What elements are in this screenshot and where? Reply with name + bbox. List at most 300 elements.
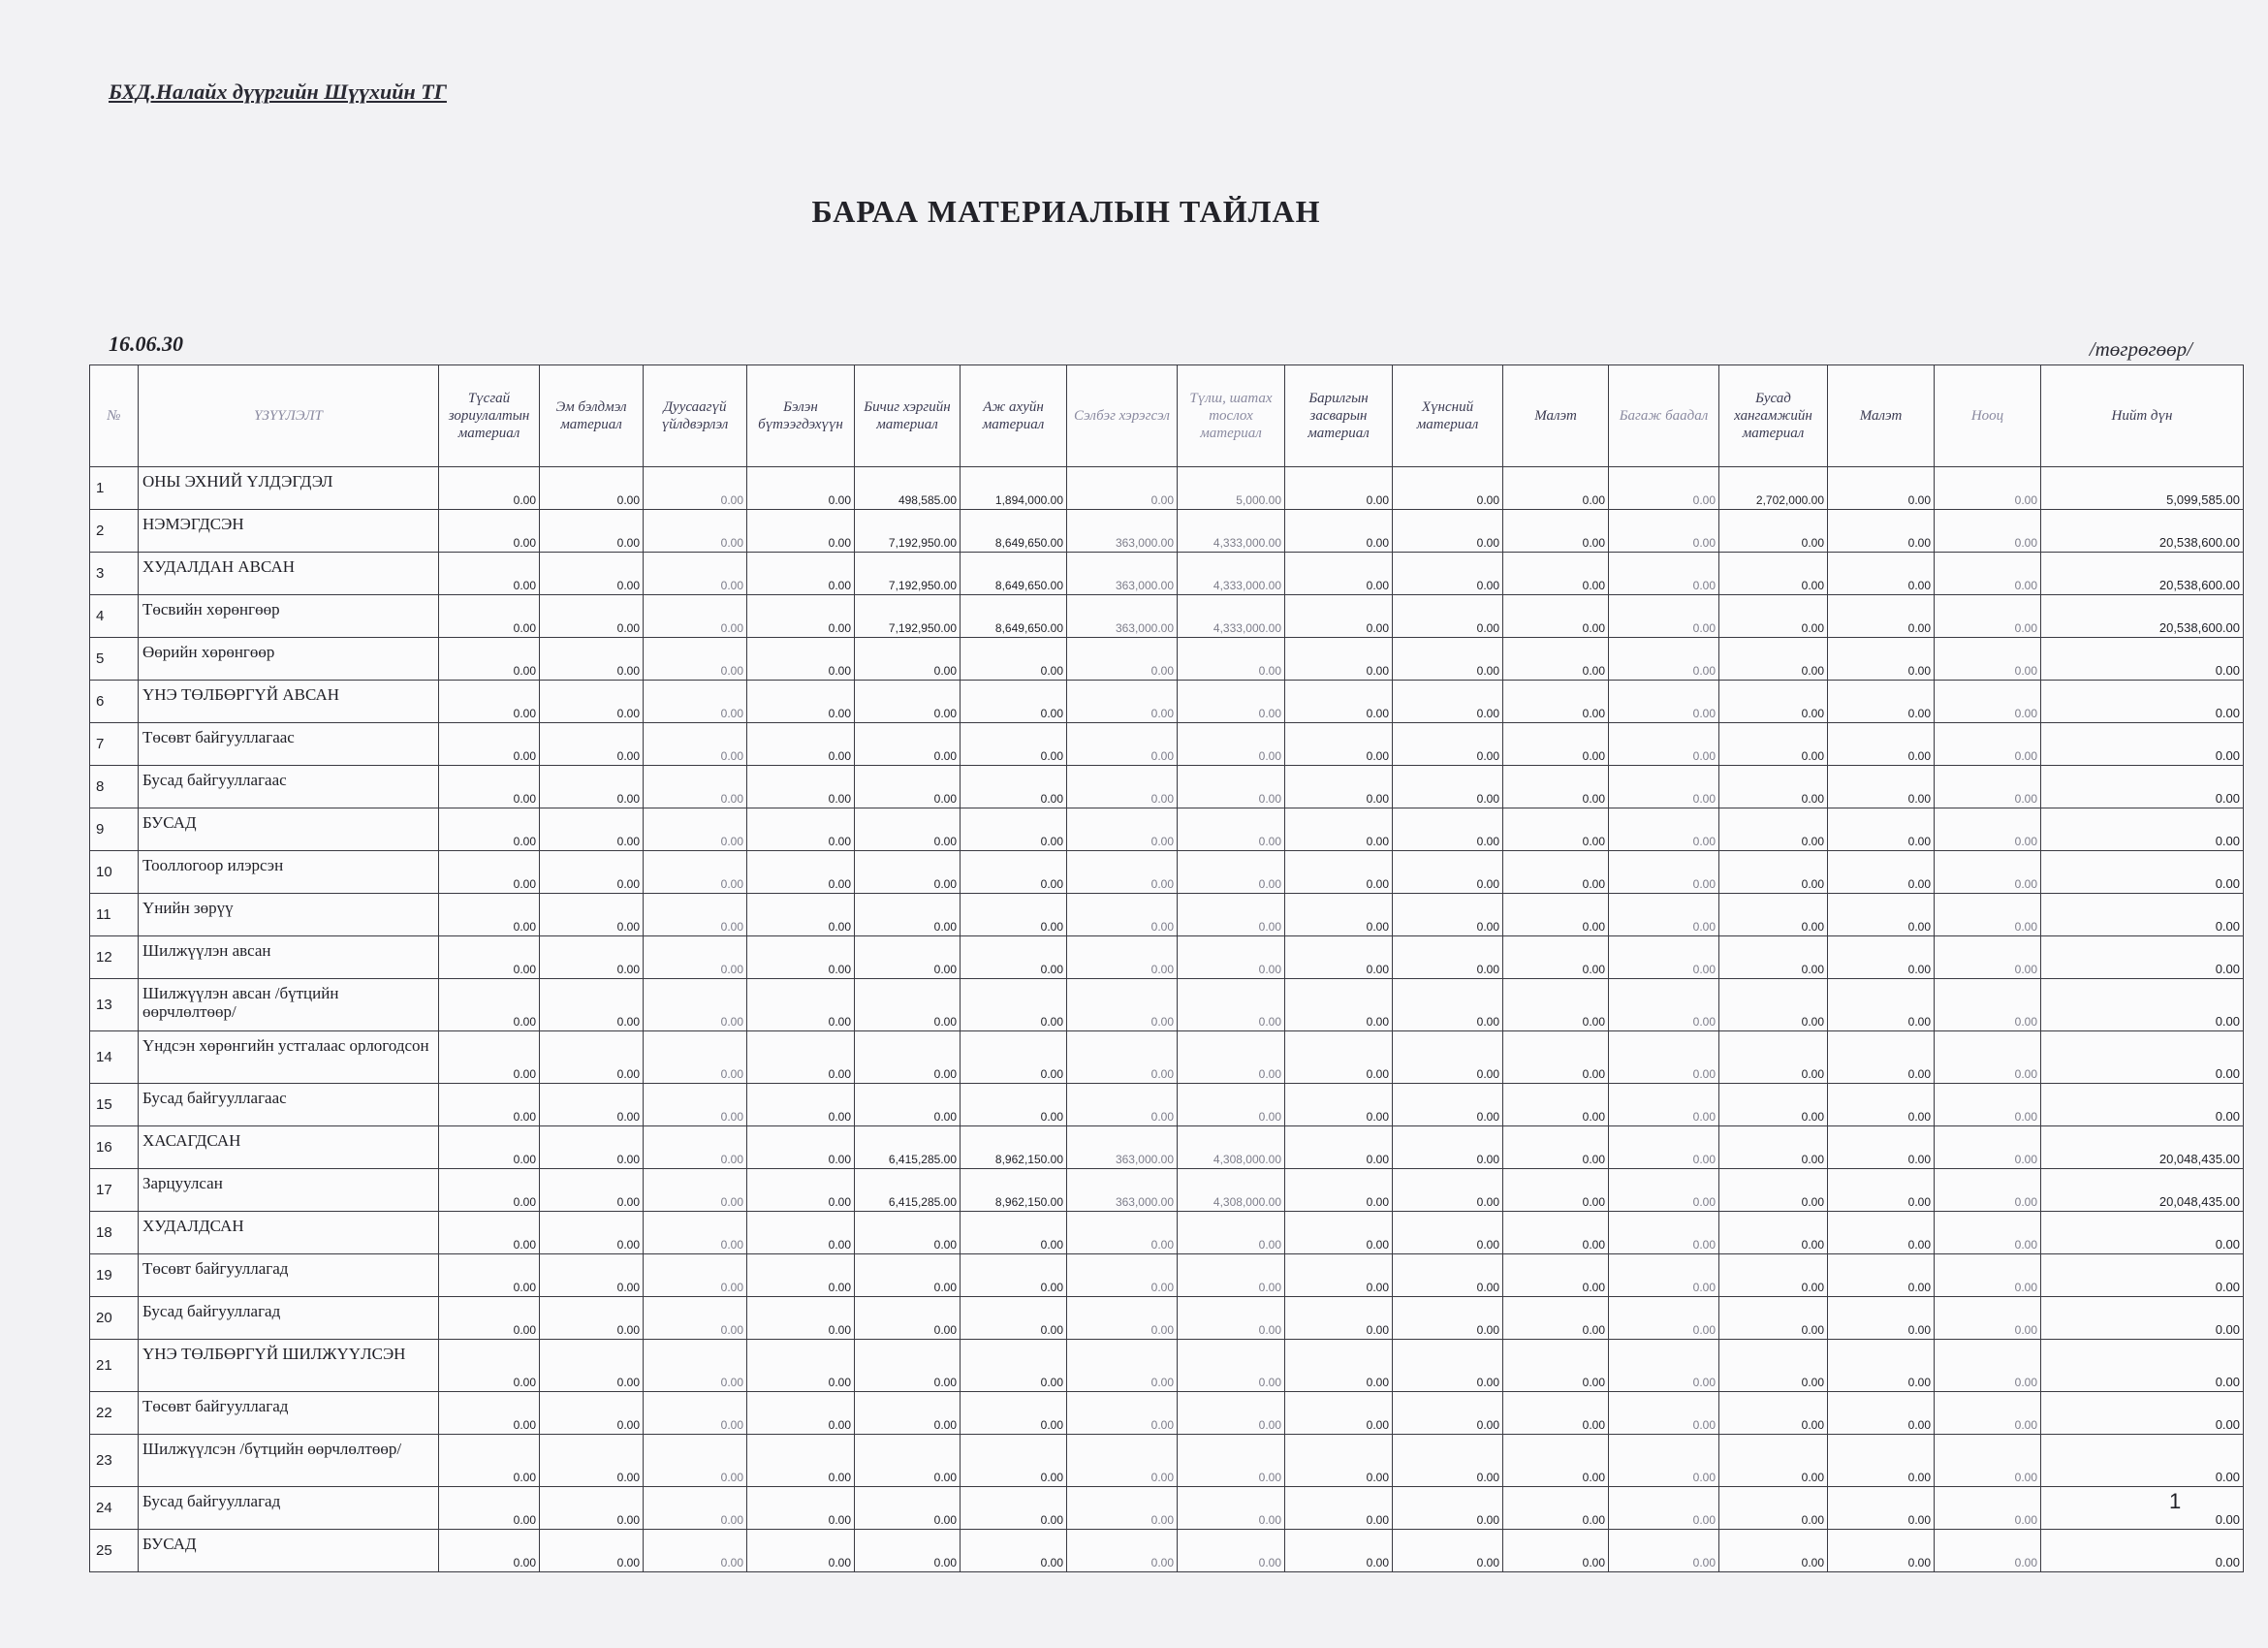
- value-cell: 0.00: [1935, 723, 2041, 766]
- value-cell: 0.00: [1067, 1530, 1178, 1572]
- value-cell: 0.00: [1285, 1126, 1393, 1169]
- row-number: 20: [90, 1297, 139, 1340]
- value-cell: 0.00: [747, 1169, 855, 1212]
- value-cell: 0.00: [540, 766, 644, 808]
- table-row: [90, 1392, 2244, 1435]
- value-cell: 4,333,000.00: [1178, 553, 1285, 595]
- header-finished-product: Бэлэн бүтээгдэхүүн: [747, 365, 855, 467]
- value-cell: 0.00: [540, 510, 644, 553]
- table-row: [90, 723, 2244, 766]
- value-cell: 8,649,650.00: [961, 510, 1067, 553]
- row-indicator-name: Төсөвт байгууллагад: [139, 1392, 439, 1435]
- value-cell: 0.00: [1719, 1392, 1828, 1435]
- value-cell: 0.00: [439, 1340, 540, 1392]
- row-indicator-name: ХАСАГДСАН: [139, 1126, 439, 1169]
- value-cell: 363,000.00: [1067, 1169, 1178, 1212]
- value-cell: 0.00: [961, 766, 1067, 808]
- row-number: 13: [90, 979, 139, 1031]
- row-total-cell: 0.00: [2041, 1530, 2244, 1572]
- value-cell: 0.00: [1178, 1487, 1285, 1530]
- table-row: [90, 510, 2244, 553]
- row-number: 9: [90, 808, 139, 851]
- value-cell: 0.00: [540, 808, 644, 851]
- table-row: [90, 1169, 2244, 1212]
- row-total-cell: 0.00: [2041, 936, 2244, 979]
- value-cell: 0.00: [1935, 638, 2041, 681]
- value-cell: 0.00: [1393, 1254, 1503, 1297]
- value-cell: 0.00: [1285, 1392, 1393, 1435]
- value-cell: 0.00: [439, 638, 540, 681]
- value-cell: 0.00: [1935, 851, 2041, 894]
- value-cell: 0.00: [644, 1031, 747, 1084]
- value-cell: 0.00: [439, 681, 540, 723]
- value-cell: 0.00: [540, 1530, 644, 1572]
- value-cell: 0.00: [540, 595, 644, 638]
- value-cell: 0.00: [1609, 595, 1719, 638]
- value-cell: 0.00: [1503, 595, 1609, 638]
- value-cell: 6,415,285.00: [855, 1169, 961, 1212]
- value-cell: 0.00: [961, 1340, 1067, 1392]
- value-cell: 0.00: [439, 1392, 540, 1435]
- header-stationery: Бичиг хэргийн материал: [855, 365, 961, 467]
- value-cell: 0.00: [439, 467, 540, 510]
- header-livestock-2: Малэт: [1828, 365, 1935, 467]
- organization-name: БХД.Налайх дүүргийн Шүүхийн ТГ: [109, 79, 447, 104]
- value-cell: 0.00: [1719, 936, 1828, 979]
- value-cell: 0.00: [961, 1435, 1067, 1487]
- value-cell: 0.00: [540, 1212, 644, 1254]
- table-row: [90, 595, 2244, 638]
- table-row: [90, 1084, 2244, 1126]
- value-cell: 0.00: [1178, 936, 1285, 979]
- row-number: 11: [90, 894, 139, 936]
- value-cell: 7,192,950.00: [855, 553, 961, 595]
- table-row: [90, 1212, 2244, 1254]
- value-cell: 0.00: [747, 1530, 855, 1572]
- value-cell: 0.00: [439, 1297, 540, 1340]
- value-cell: 0.00: [1609, 979, 1719, 1031]
- value-cell: 0.00: [1503, 1487, 1609, 1530]
- value-cell: 0.00: [1719, 1530, 1828, 1572]
- value-cell: 0.00: [961, 1297, 1067, 1340]
- value-cell: 0.00: [855, 808, 961, 851]
- value-cell: 0.00: [961, 1487, 1067, 1530]
- value-cell: 0.00: [961, 808, 1067, 851]
- row-total-cell: 20,538,600.00: [2041, 510, 2244, 553]
- value-cell: 0.00: [1178, 979, 1285, 1031]
- table-row: [90, 1297, 2244, 1340]
- row-total-cell: 0.00: [2041, 808, 2244, 851]
- value-cell: 0.00: [1067, 638, 1178, 681]
- value-cell: 0.00: [1503, 1392, 1609, 1435]
- value-cell: 0.00: [1503, 1084, 1609, 1126]
- value-cell: 0.00: [855, 894, 961, 936]
- value-cell: 0.00: [644, 1530, 747, 1572]
- value-cell: 0.00: [1285, 979, 1393, 1031]
- value-cell: 4,333,000.00: [1178, 510, 1285, 553]
- value-cell: 0.00: [1609, 638, 1719, 681]
- value-cell: 0.00: [747, 467, 855, 510]
- value-cell: 0.00: [1719, 1031, 1828, 1084]
- value-cell: 0.00: [1393, 681, 1503, 723]
- value-cell: 363,000.00: [1067, 510, 1178, 553]
- row-indicator-name: Бусад байгууллагад: [139, 1297, 439, 1340]
- value-cell: 0.00: [1719, 1212, 1828, 1254]
- value-cell: 0.00: [1719, 1084, 1828, 1126]
- value-cell: 0.00: [540, 1084, 644, 1126]
- row-number: 12: [90, 936, 139, 979]
- value-cell: 0.00: [1935, 1169, 2041, 1212]
- value-cell: 4,333,000.00: [1178, 595, 1285, 638]
- value-cell: 0.00: [1609, 1487, 1719, 1530]
- value-cell: 0.00: [1503, 894, 1609, 936]
- value-cell: 0.00: [1067, 936, 1178, 979]
- row-indicator-name: Тооллогоор илэрсэн: [139, 851, 439, 894]
- row-number: 25: [90, 1530, 139, 1572]
- value-cell: 0.00: [1719, 638, 1828, 681]
- row-total-cell: 0.00: [2041, 1254, 2244, 1297]
- value-cell: 0.00: [1935, 1126, 2041, 1169]
- value-cell: 0.00: [855, 936, 961, 979]
- value-cell: 0.00: [1828, 1212, 1935, 1254]
- row-number: 21: [90, 1340, 139, 1392]
- value-cell: 0.00: [1178, 1435, 1285, 1487]
- value-cell: 0.00: [1828, 1297, 1935, 1340]
- value-cell: 0.00: [1828, 1031, 1935, 1084]
- value-cell: 0.00: [1828, 766, 1935, 808]
- value-cell: 0.00: [1609, 1169, 1719, 1212]
- table-header-row: [90, 365, 2244, 467]
- value-cell: 0.00: [540, 979, 644, 1031]
- value-cell: 0.00: [1285, 766, 1393, 808]
- value-cell: 0.00: [855, 1340, 961, 1392]
- value-cell: 0.00: [1393, 851, 1503, 894]
- header-construction-material: Барилгын засварын материал: [1285, 365, 1393, 467]
- row-total-cell: 0.00: [2041, 1392, 2244, 1435]
- table-row: [90, 553, 2244, 595]
- value-cell: 363,000.00: [1067, 1126, 1178, 1169]
- value-cell: 0.00: [1828, 1340, 1935, 1392]
- header-food-material: Хүнсний материал: [1393, 365, 1503, 467]
- value-cell: 0.00: [1178, 1392, 1285, 1435]
- value-cell: 0.00: [1935, 1392, 2041, 1435]
- row-number: 1: [90, 467, 139, 510]
- value-cell: 0.00: [1719, 766, 1828, 808]
- value-cell: 0.00: [1828, 1392, 1935, 1435]
- value-cell: 0.00: [855, 1297, 961, 1340]
- value-cell: 0.00: [961, 1530, 1067, 1572]
- value-cell: 0.00: [1828, 1084, 1935, 1126]
- value-cell: 0.00: [1393, 1392, 1503, 1435]
- row-indicator-name: ОНЫ ЭХНИЙ ҮЛДЭГДЭЛ: [139, 467, 439, 510]
- value-cell: 0.00: [644, 851, 747, 894]
- row-indicator-name: Төсөвт байгууллагаас: [139, 723, 439, 766]
- header-special-material: Түсгай зориулалтын материал: [439, 365, 540, 467]
- value-cell: 0.00: [1609, 1031, 1719, 1084]
- value-cell: 0.00: [855, 1392, 961, 1435]
- value-cell: 0.00: [644, 553, 747, 595]
- value-cell: 0.00: [540, 894, 644, 936]
- value-cell: 0.00: [961, 1031, 1067, 1084]
- value-cell: 0.00: [961, 936, 1067, 979]
- value-cell: 0.00: [1285, 553, 1393, 595]
- header-other-supply-material: Бусад хангамжийн материал: [1719, 365, 1828, 467]
- value-cell: 0.00: [961, 851, 1067, 894]
- value-cell: 0.00: [1067, 851, 1178, 894]
- value-cell: 0.00: [540, 467, 644, 510]
- value-cell: 0.00: [1285, 723, 1393, 766]
- value-cell: 0.00: [1935, 1340, 2041, 1392]
- value-cell: 0.00: [439, 979, 540, 1031]
- value-cell: 0.00: [1828, 723, 1935, 766]
- value-cell: 0.00: [1935, 1435, 2041, 1487]
- value-cell: 0.00: [439, 510, 540, 553]
- value-cell: 0.00: [747, 1031, 855, 1084]
- value-cell: 0.00: [540, 553, 644, 595]
- value-cell: 0.00: [1178, 1212, 1285, 1254]
- value-cell: 0.00: [1178, 1031, 1285, 1084]
- value-cell: 0.00: [1503, 1340, 1609, 1392]
- row-indicator-name: ХУДАЛДАН АВСАН: [139, 553, 439, 595]
- value-cell: 0.00: [855, 681, 961, 723]
- table-row: [90, 638, 2244, 681]
- value-cell: 0.00: [1935, 1254, 2041, 1297]
- value-cell: 0.00: [1393, 979, 1503, 1031]
- value-cell: 0.00: [540, 851, 644, 894]
- value-cell: 0.00: [439, 1487, 540, 1530]
- row-total-cell: 0.00: [2041, 681, 2244, 723]
- value-cell: 0.00: [1719, 1297, 1828, 1340]
- value-cell: 0.00: [1067, 1392, 1178, 1435]
- row-total-cell: 5,099,585.00: [2041, 467, 2244, 510]
- row-indicator-name: ҮНЭ ТӨЛБӨРГҮЙ АВСАН: [139, 681, 439, 723]
- value-cell: 0.00: [644, 766, 747, 808]
- row-total-cell: 0.00: [2041, 1084, 2244, 1126]
- value-cell: 0.00: [644, 1435, 747, 1487]
- row-number: 5: [90, 638, 139, 681]
- value-cell: 0.00: [1503, 936, 1609, 979]
- value-cell: 0.00: [1285, 1031, 1393, 1084]
- value-cell: 0.00: [644, 510, 747, 553]
- row-indicator-name: ҮНЭ ТӨЛБӨРГҮЙ ШИЛЖҮҮЛСЭН: [139, 1340, 439, 1392]
- row-indicator-name: Төсвийн хөрөнгөөр: [139, 595, 439, 638]
- value-cell: 0.00: [1178, 894, 1285, 936]
- table-row: [90, 1031, 2244, 1084]
- row-indicator-name: Зарцуулсан: [139, 1169, 439, 1212]
- value-cell: 0.00: [1285, 1297, 1393, 1340]
- table-row: [90, 766, 2244, 808]
- value-cell: 0.00: [1178, 723, 1285, 766]
- table-row: [90, 1530, 2244, 1572]
- value-cell: 0.00: [1935, 1297, 2041, 1340]
- row-number: 10: [90, 851, 139, 894]
- value-cell: 0.00: [1067, 681, 1178, 723]
- value-cell: 0.00: [1828, 808, 1935, 851]
- value-cell: 0.00: [540, 1254, 644, 1297]
- value-cell: 0.00: [747, 979, 855, 1031]
- value-cell: 0.00: [1719, 1435, 1828, 1487]
- value-cell: 8,962,150.00: [961, 1169, 1067, 1212]
- value-cell: 0.00: [1935, 553, 2041, 595]
- value-cell: 0.00: [1178, 681, 1285, 723]
- row-total-cell: 0.00: [2041, 979, 2244, 1031]
- row-number: 4: [90, 595, 139, 638]
- value-cell: 8,649,650.00: [961, 595, 1067, 638]
- value-cell: 0.00: [855, 979, 961, 1031]
- value-cell: 0.00: [1503, 979, 1609, 1031]
- value-cell: 0.00: [644, 595, 747, 638]
- value-cell: 0.00: [1828, 510, 1935, 553]
- value-cell: 0.00: [1719, 1169, 1828, 1212]
- value-cell: 0.00: [1178, 1530, 1285, 1572]
- row-number: 22: [90, 1392, 139, 1435]
- value-cell: 0.00: [439, 595, 540, 638]
- value-cell: 0.00: [747, 638, 855, 681]
- value-cell: 0.00: [961, 894, 1067, 936]
- value-cell: 0.00: [1285, 681, 1393, 723]
- value-cell: 0.00: [855, 1487, 961, 1530]
- value-cell: 0.00: [1719, 979, 1828, 1031]
- value-cell: 0.00: [747, 1487, 855, 1530]
- value-cell: 0.00: [439, 1530, 540, 1572]
- value-cell: 0.00: [1285, 510, 1393, 553]
- value-cell: 0.00: [1609, 681, 1719, 723]
- value-cell: 0.00: [1609, 1297, 1719, 1340]
- value-cell: 0.00: [1719, 1340, 1828, 1392]
- header-tools: Багаж баадал: [1609, 365, 1719, 467]
- value-cell: 0.00: [1067, 1212, 1178, 1254]
- row-number: 14: [90, 1031, 139, 1084]
- value-cell: 0.00: [644, 638, 747, 681]
- value-cell: 0.00: [1393, 553, 1503, 595]
- value-cell: 0.00: [1393, 1084, 1503, 1126]
- value-cell: 0.00: [644, 1254, 747, 1297]
- row-indicator-name: Шилжүүлэн авсан /бүтцийн өөрчлөлтөөр/: [139, 979, 439, 1031]
- table-row: [90, 467, 2244, 510]
- value-cell: 0.00: [439, 553, 540, 595]
- value-cell: 0.00: [855, 1212, 961, 1254]
- row-total-cell: 20,538,600.00: [2041, 553, 2244, 595]
- value-cell: 0.00: [1067, 894, 1178, 936]
- value-cell: 0.00: [439, 1169, 540, 1212]
- value-cell: 0.00: [1719, 1126, 1828, 1169]
- table-row: [90, 808, 2244, 851]
- value-cell: 0.00: [1719, 681, 1828, 723]
- value-cell: 0.00: [961, 1254, 1067, 1297]
- value-cell: 0.00: [1503, 1254, 1609, 1297]
- value-cell: 0.00: [540, 1487, 644, 1530]
- value-cell: 0.00: [1067, 1254, 1178, 1297]
- value-cell: 0.00: [1285, 894, 1393, 936]
- value-cell: 0.00: [1393, 595, 1503, 638]
- value-cell: 0.00: [1828, 1254, 1935, 1297]
- value-cell: 0.00: [1828, 467, 1935, 510]
- row-total-cell: 0.00: [2041, 851, 2244, 894]
- value-cell: 0.00: [747, 723, 855, 766]
- value-cell: 4,308,000.00: [1178, 1126, 1285, 1169]
- value-cell: 0.00: [1828, 894, 1935, 936]
- value-cell: 0.00: [644, 1126, 747, 1169]
- value-cell: 0.00: [1828, 553, 1935, 595]
- value-cell: 0.00: [1393, 1340, 1503, 1392]
- row-total-cell: 0.00: [2041, 1487, 2244, 1530]
- value-cell: 7,192,950.00: [855, 510, 961, 553]
- value-cell: 0.00: [1067, 808, 1178, 851]
- value-cell: 0.00: [1067, 766, 1178, 808]
- value-cell: 0.00: [1285, 808, 1393, 851]
- value-cell: 0.00: [644, 936, 747, 979]
- header-fuel-material: Түлш, шатах тослох материал: [1178, 365, 1285, 467]
- value-cell: 0.00: [747, 1340, 855, 1392]
- header-spare-parts: Сэлбэг хэрэгсэл: [1067, 365, 1178, 467]
- value-cell: 0.00: [747, 851, 855, 894]
- row-total-cell: 0.00: [2041, 1340, 2244, 1392]
- value-cell: 0.00: [1828, 979, 1935, 1031]
- value-cell: 363,000.00: [1067, 595, 1178, 638]
- value-cell: 0.00: [1609, 553, 1719, 595]
- row-total-cell: 0.00: [2041, 638, 2244, 681]
- value-cell: 0.00: [1935, 510, 2041, 553]
- value-cell: 0.00: [961, 1084, 1067, 1126]
- value-cell: 0.00: [1178, 766, 1285, 808]
- value-cell: 0.00: [1285, 936, 1393, 979]
- value-cell: 0.00: [439, 936, 540, 979]
- header-medicine-material: Эм бэлдмэл материал: [540, 365, 644, 467]
- value-cell: 0.00: [1828, 595, 1935, 638]
- table-row: [90, 979, 2244, 1031]
- value-cell: 0.00: [1609, 1530, 1719, 1572]
- value-cell: 0.00: [1609, 723, 1719, 766]
- row-number: 15: [90, 1084, 139, 1126]
- value-cell: 1,894,000.00: [961, 467, 1067, 510]
- value-cell: 0.00: [1828, 1530, 1935, 1572]
- value-cell: 0.00: [1067, 1487, 1178, 1530]
- header-grand-total: Нийт дүн: [2041, 365, 2244, 467]
- row-indicator-name: Бусад байгууллагаас: [139, 1084, 439, 1126]
- value-cell: 0.00: [961, 723, 1067, 766]
- value-cell: 0.00: [855, 638, 961, 681]
- value-cell: 0.00: [1393, 894, 1503, 936]
- value-cell: 0.00: [1285, 851, 1393, 894]
- value-cell: 0.00: [644, 1340, 747, 1392]
- row-total-cell: 0.00: [2041, 894, 2244, 936]
- value-cell: 0.00: [1067, 979, 1178, 1031]
- value-cell: 0.00: [1935, 894, 2041, 936]
- value-cell: 2,702,000.00: [1719, 467, 1828, 510]
- value-cell: 0.00: [1503, 766, 1609, 808]
- value-cell: 0.00: [540, 1392, 644, 1435]
- value-cell: 0.00: [439, 1212, 540, 1254]
- value-cell: 0.00: [1828, 851, 1935, 894]
- value-cell: 0.00: [540, 1031, 644, 1084]
- header-household-material: Аж ахуйн материал: [961, 365, 1067, 467]
- row-total-cell: 20,538,600.00: [2041, 595, 2244, 638]
- value-cell: 0.00: [439, 1435, 540, 1487]
- header-wool: Нооц: [1935, 365, 2041, 467]
- value-cell: 8,962,150.00: [961, 1126, 1067, 1169]
- value-cell: 6,415,285.00: [855, 1126, 961, 1169]
- value-cell: 0.00: [1393, 1126, 1503, 1169]
- value-cell: 0.00: [1719, 1487, 1828, 1530]
- value-cell: 0.00: [644, 1297, 747, 1340]
- value-cell: 0.00: [855, 1435, 961, 1487]
- value-cell: 0.00: [1285, 1487, 1393, 1530]
- value-cell: 0.00: [1609, 1084, 1719, 1126]
- value-cell: 0.00: [540, 723, 644, 766]
- value-cell: 0.00: [1503, 510, 1609, 553]
- value-cell: 0.00: [1503, 638, 1609, 681]
- value-cell: 0.00: [747, 595, 855, 638]
